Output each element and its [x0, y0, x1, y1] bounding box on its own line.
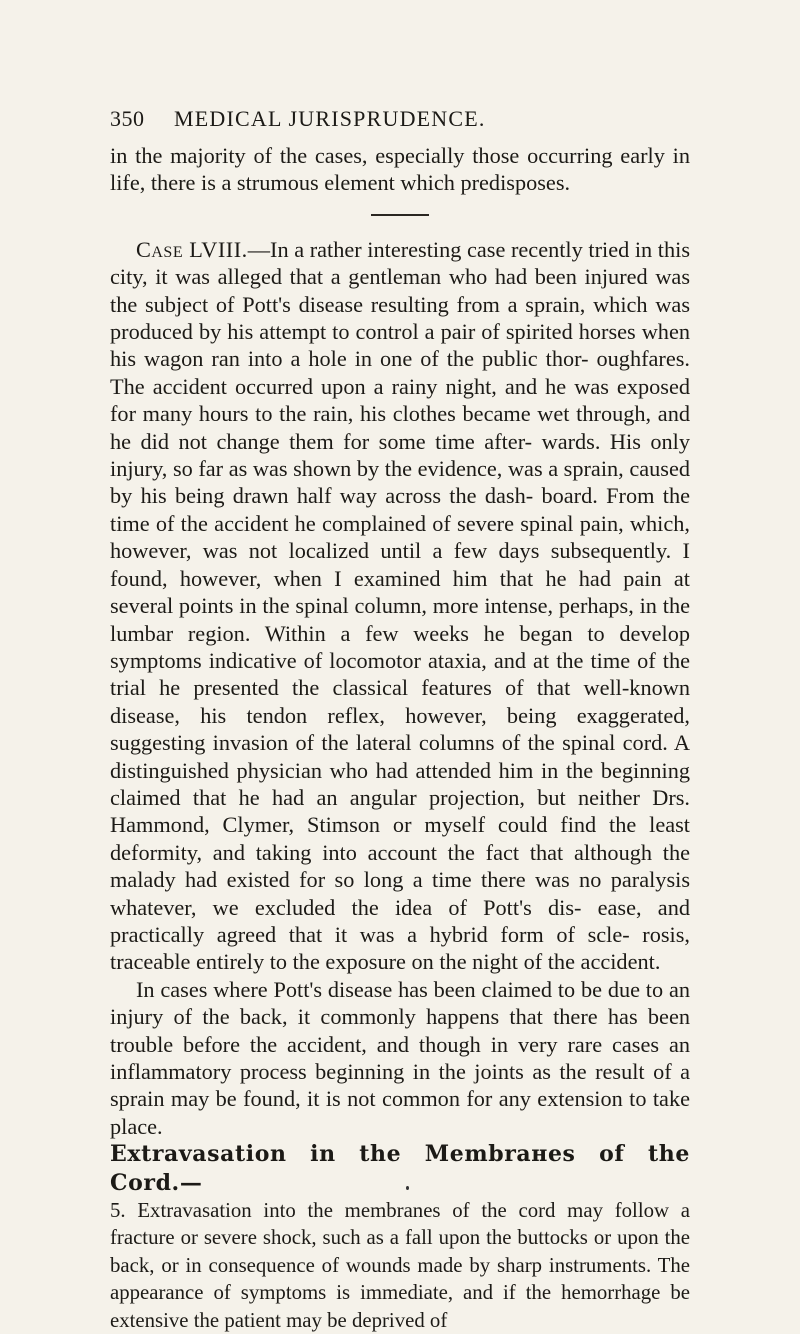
section-divider	[371, 214, 429, 216]
section-heading: Extravasation in the Membraнes of the Cord.—	[110, 1141, 690, 1196]
paragraph-potts: In cases where Pott's disease has been claimed to be due to an injury of the back, it commonly happens that there has been trouble before the accident, and though in very rare cases an inflammatory process beginning in the joints as the result of a sprain may be found, it is not common for any extension to take place.	[110, 976, 690, 1139]
page-number: 350	[110, 106, 145, 131]
running-header	[110, 106, 486, 132]
section-heading-paragraph	[110, 1140, 690, 1197]
case-label: Case LVIII.	[136, 236, 248, 262]
paragraph-extravasation: 5. Extravasation into the membranes of the cord may follow a fracture or severe shock, such as a fall upon the buttocks or upon the back, or in consequence of wounds made by sharp instruments. The appearance of symptoms is immediate, and if the hemorrhage be extensive the patient may be deprived of	[110, 1199, 690, 1332]
case-text: —In a rather interesting case recently tried in this city, it was alleged that a gentleman who had been injured was the subject of Pott's disease resulting from a sprain, which was produced by his attempt to control a pair of spirited horses when his wagon ran into a hole in one of the public thor- oughfares. The accident occurred upon a rainy night, and he was exposed for many hours to the rain, his clothes became wet through, and he did not change them for some time after- wards. His only injury, so far as was shown by the evidence, was a sprain, caused by his being drawn half way across the dash- board. From the time of the accident he complained of severe spinal pain, which, however, was not localized until a few days subsequently. I found, however, when I examined him that he had pain at several points in the spinal column, more intense, perhaps, in the lumbar region. Within a few weeks he began to develop symptoms indicative of locomotor ataxia, and at the time of the trial he presented the classical features of that well-known disease, his tendon reflex, however, being exaggerated, suggesting invasion of the lateral columns of the spinal cord. A distinguished physician who had attended him in the beginning claimed that he had an angular projection, but neither Drs. Hammond, Clymer, Stimson or myself could find the least deformity, and taking into account the fact that although the malady had existed for so long a time there was no paralysis whatever, we excluded the idea of Pott's dis- ease, and practically agreed that it was a hybrid form of scle- rosis, traceable entirely to the exposure on the night of the accident.	[110, 236, 690, 975]
paragraph-case	[110, 236, 690, 976]
ink-speck	[406, 1186, 409, 1190]
paragraph-continuation: in the majority of the cases, especially those occurring early in life, there is a strumous element which predisposes.	[110, 143, 690, 196]
body-text	[110, 142, 690, 1334]
running-title: MEDICAL JURISPRUDENCE.	[174, 106, 486, 131]
